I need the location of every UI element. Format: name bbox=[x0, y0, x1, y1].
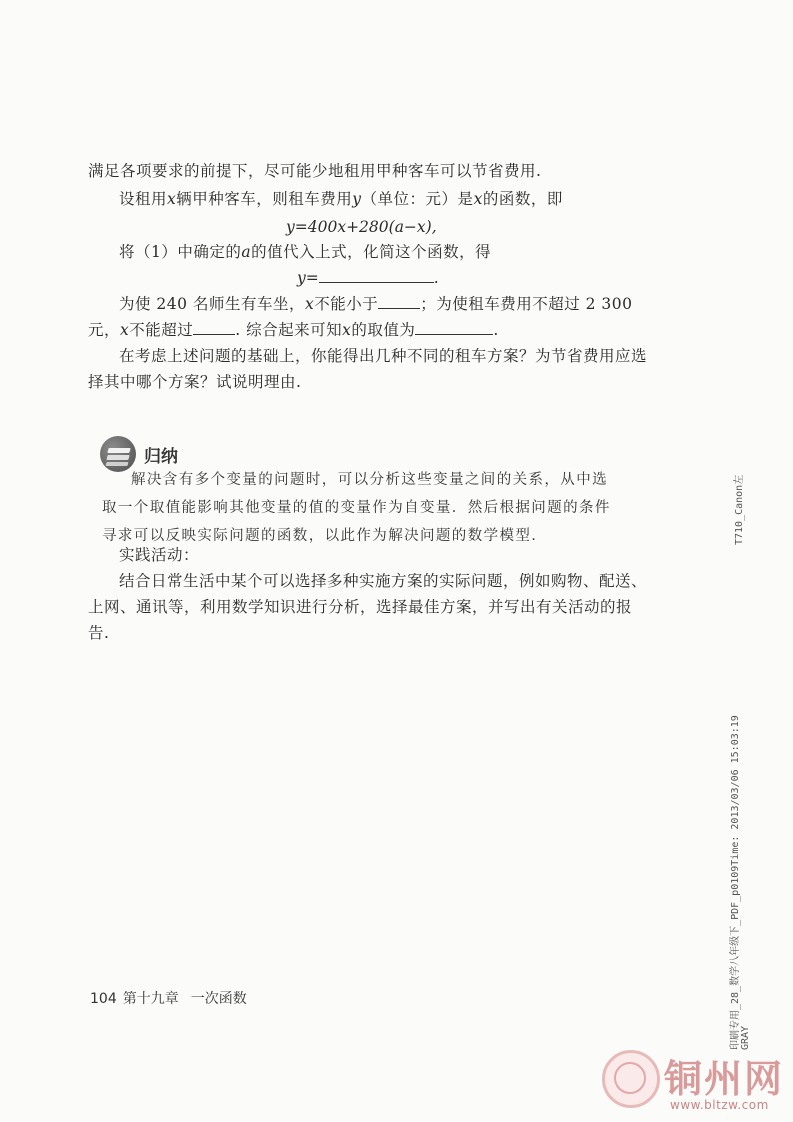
chapter-title: 一次函数 bbox=[190, 991, 247, 1007]
print-mark-gray: GRAY bbox=[740, 1025, 751, 1050]
watermark-url: www.bltzw.com bbox=[670, 1098, 769, 1112]
paragraph-constraints: 为使 240 名师生有车坐，x不能小于 ；为使租车费用不超过 2 300 bbox=[119, 295, 633, 313]
paragraph-intro: 满足各项要求的前提下，尽可能少地租用甲种客车可以节省费用. bbox=[88, 162, 542, 180]
answer-blank-max[interactable] bbox=[193, 319, 235, 335]
paragraph-question: 在考虑上述问题的基础上，你能得出几种不同的租车方案？为节省费用应选择其中哪个方案？试说明理由. bbox=[88, 347, 648, 391]
result-formula: y= . bbox=[297, 269, 439, 287]
chapter-label: 第十九章 bbox=[122, 991, 179, 1007]
page-footer bbox=[90, 988, 247, 1008]
formula: y=400x+280(a−x), bbox=[286, 218, 437, 236]
answer-blank-range[interactable] bbox=[415, 319, 493, 335]
print-mark-bottom: 印刷专用_28_数学八年级下_PDF_p0109Time: 2013/03/06 15:03:19 bbox=[730, 715, 741, 1050]
site-watermark bbox=[596, 1042, 790, 1118]
page-number: 104 bbox=[90, 991, 117, 1007]
answer-blank-function[interactable] bbox=[319, 267, 434, 283]
summary-text: 解决含有多个变量的问题时，可以分析这些变量之间的关系，从中选取一个取值能影响其他变量的值的变量作为自变量．然后根据问题的条件寻求可以反映实际问题的函数，以此作为解决问题的数学模型. bbox=[102, 472, 611, 544]
paragraph-constraints-cont: 元，x不能超过 . 综合起来可知x的取值为 . bbox=[88, 321, 499, 339]
watermark-name: 铜州网 bbox=[664, 1057, 785, 1101]
summary-title: 归纳 bbox=[144, 446, 178, 467]
answer-blank-min[interactable] bbox=[378, 293, 420, 309]
print-mark-top: T710_Canon左 bbox=[734, 474, 745, 545]
paragraph-substitute: 将（1）中确定的a的值代入上式，化简这个函数，得 bbox=[119, 243, 492, 261]
practice-text: 结合日常生活中某个可以选择多种实施方案的实际问题，例如购物、配送、上网、通讯等，利用数学知识进行分析，选择最佳方案，并写出有关活动的报告. bbox=[88, 572, 648, 642]
practice-title: 实践活动： bbox=[119, 546, 200, 564]
paragraph-setup: 设租用x辆甲种客车，则租车费用y（单位：元）是x的函数，即 bbox=[119, 190, 563, 208]
seal-icon bbox=[602, 1050, 660, 1108]
